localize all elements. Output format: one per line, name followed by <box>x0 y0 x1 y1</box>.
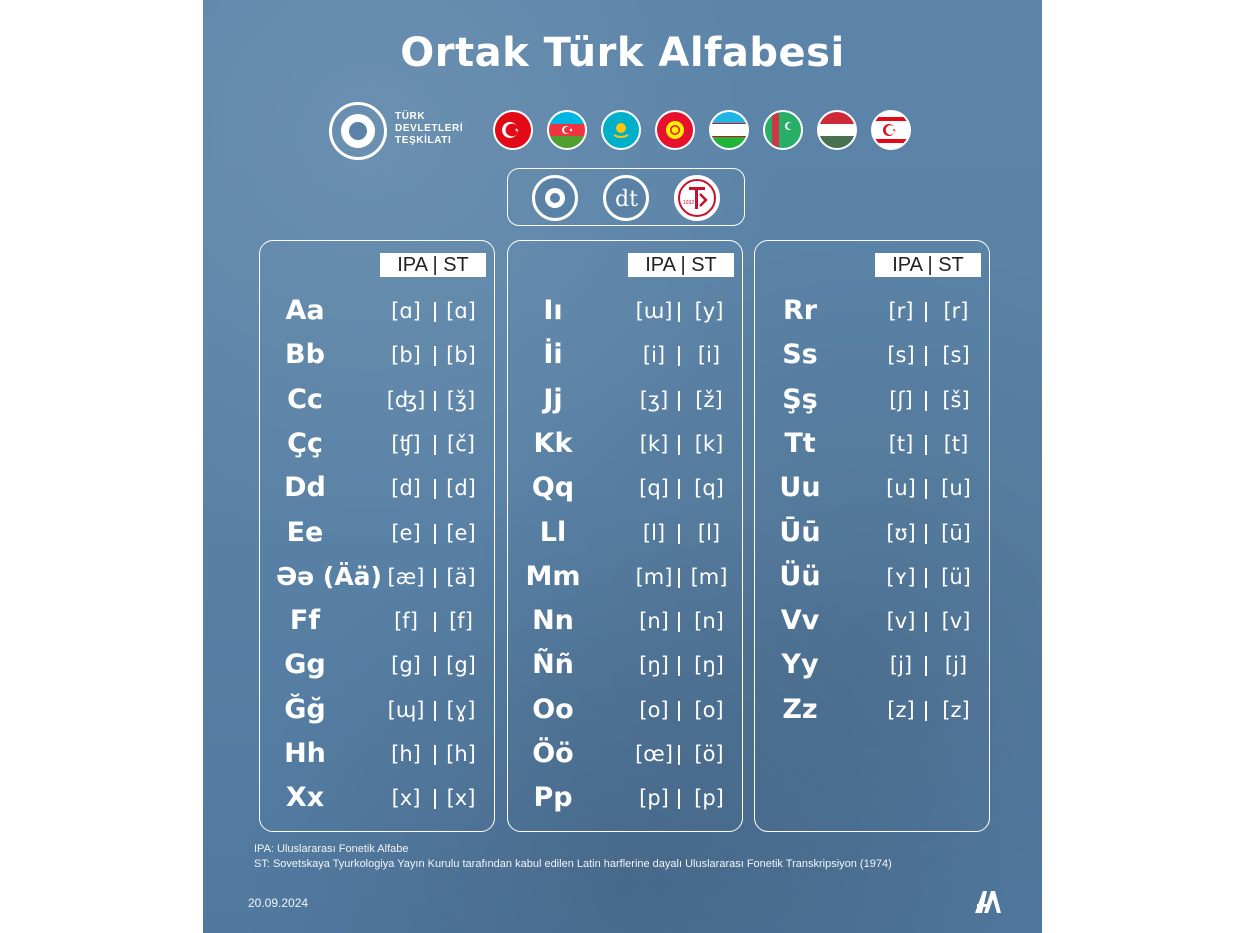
ipa-value: [t] <box>888 431 914 456</box>
letter: Əə (Ää) <box>276 561 382 591</box>
st-value: [x] <box>446 786 476 811</box>
st-value: [č] <box>447 431 475 456</box>
ipa-value: [ɑ] <box>391 299 421 323</box>
letter: Bb <box>285 339 325 371</box>
st-value: [u] <box>941 476 971 501</box>
separator <box>925 701 927 721</box>
alphabet-row <box>508 468 744 508</box>
letter: Gg <box>284 649 326 681</box>
ipa-value: [r] <box>888 299 914 323</box>
poster <box>203 0 1042 933</box>
ipa-header: IPA <box>397 254 427 276</box>
letter: Dd <box>284 472 326 504</box>
separator <box>925 612 927 632</box>
st-value: [z] <box>942 697 970 722</box>
separator <box>925 524 927 544</box>
ipa-value: [ʧ] <box>391 431 421 456</box>
publish-date: 20.09.2024 <box>248 896 309 910</box>
letter: Qq <box>531 472 575 504</box>
st-value: [q] <box>694 476 724 501</box>
separator <box>925 479 927 499</box>
turkey-flag-icon <box>493 110 533 150</box>
st-value: [ɑ] <box>446 299 476 323</box>
azerbaijan-flag-icon <box>547 110 587 150</box>
letter: Ff <box>289 605 321 637</box>
alphabet-row <box>755 291 991 331</box>
st-value: [g] <box>446 653 476 678</box>
alphabet-row <box>260 690 496 730</box>
letter: Şş <box>782 383 818 415</box>
alphabet-row <box>260 513 496 553</box>
separator <box>678 302 680 322</box>
separator <box>434 391 436 411</box>
alphabet-row <box>508 778 744 818</box>
st-value: [ž] <box>695 387 723 412</box>
separator <box>434 479 436 499</box>
alphabet-row <box>260 424 496 464</box>
letter: Ee <box>286 516 324 548</box>
ipa-value: [ʊ] <box>886 520 916 545</box>
st-value: [i] <box>697 343 721 368</box>
alphabet-row <box>260 335 496 375</box>
letter: Kk <box>533 427 573 459</box>
northern-cyprus-flag-icon <box>871 110 911 150</box>
separator <box>678 701 680 721</box>
ipa-value: [ʒ] <box>639 387 669 412</box>
st-value: [ɣ] <box>446 697 476 722</box>
org-name-line2: DEVLETLERİ <box>395 123 464 134</box>
ipa-footnote: IPA: Uluslararası Fonetik Alfabe <box>254 843 409 855</box>
ipa-value: [j] <box>889 653 913 678</box>
alphabet-row <box>755 468 991 508</box>
page-title: Ortak Türk Alfabesi <box>400 30 845 76</box>
letter: Ğğ <box>284 693 326 725</box>
separator <box>678 346 680 366</box>
ipa-value: [h] <box>391 742 421 766</box>
organization-emblem-icon <box>532 175 578 221</box>
alphabet-row <box>260 291 496 331</box>
st-footnote: ST: Sovetskaya Tyurkologiya Yayın Kurulu tarafından kabul edilen Latin harflerine dayalı Uluslararası Fonetik Transkripsiyon (1974) <box>254 858 892 870</box>
ipa-value: [e] <box>391 520 421 545</box>
ipa-value: [œ] <box>635 742 673 766</box>
st-value: [k] <box>694 431 724 456</box>
st-header: ST <box>691 254 717 276</box>
alphabet-row <box>260 601 496 641</box>
st-value: [l] <box>697 520 721 545</box>
ipa-value: [z] <box>887 697 915 722</box>
ipa-value: [d] <box>391 476 421 501</box>
st-value: [y] <box>694 299 724 323</box>
alphabet-row <box>508 513 744 553</box>
st-value: [š] <box>942 387 970 412</box>
hungary-flag-icon <box>817 110 857 150</box>
separator <box>678 391 680 411</box>
alphabet-row <box>755 424 991 464</box>
ipa-value: [b] <box>391 343 421 368</box>
letter: Öö <box>532 738 574 769</box>
header-separator: | <box>927 254 933 276</box>
column-header <box>380 253 486 277</box>
ipa-value: [q] <box>639 476 669 501</box>
separator <box>434 789 436 809</box>
letter: Nn <box>532 605 574 637</box>
separator <box>925 391 927 411</box>
dil-kurumu-logo-icon <box>603 175 649 221</box>
ipa-header: IPA <box>892 254 922 276</box>
letter: Ññ <box>532 649 574 681</box>
letter: Iı <box>543 295 563 326</box>
st-header: ST <box>443 254 469 276</box>
alphabet-column-3 <box>754 240 990 832</box>
alphabet-row <box>508 645 744 685</box>
ipa-value: [ŋ] <box>639 653 669 678</box>
st-value: [r] <box>943 299 969 323</box>
st-value: [ü] <box>941 564 971 589</box>
separator <box>678 745 680 765</box>
letter: Ss <box>782 339 818 371</box>
separator <box>925 568 927 588</box>
separator <box>678 435 680 455</box>
st-value: [ä] <box>446 564 476 589</box>
ipa-value: [ʏ] <box>886 564 916 589</box>
separator <box>678 789 680 809</box>
st-value: [b] <box>446 343 476 368</box>
alphabet-row <box>260 557 496 597</box>
ipa-value: [o] <box>639 697 669 722</box>
separator <box>434 568 436 588</box>
letter: Pp <box>533 782 573 814</box>
letter: İi <box>543 339 563 371</box>
separator <box>678 524 680 544</box>
separator <box>434 701 436 721</box>
alphabet-row <box>508 690 744 730</box>
alphabet-column-1 <box>259 240 495 832</box>
ipa-value: [æ] <box>387 564 425 589</box>
header-separator: | <box>680 254 686 276</box>
ipa-value: [ʃ] <box>889 387 913 412</box>
alphabet-row <box>508 557 744 597</box>
st-value: [ŋ] <box>694 653 724 678</box>
st-value: [o] <box>694 697 724 722</box>
alphabet-row <box>755 645 991 685</box>
st-value: [s] <box>942 343 970 368</box>
column-header <box>875 253 981 277</box>
separator <box>434 346 436 366</box>
separator <box>434 524 436 544</box>
tdk-year: 1932 <box>683 200 695 206</box>
alphabet-row <box>260 380 496 420</box>
organization-logo <box>329 102 499 162</box>
alphabet-row <box>260 645 496 685</box>
letter: Ll <box>539 516 567 548</box>
header-separator: | <box>432 254 438 276</box>
column-header <box>628 253 734 277</box>
ipa-value: [ʤ] <box>386 387 426 412</box>
st-value: [f] <box>449 609 473 634</box>
separator <box>925 435 927 455</box>
letter: Üü <box>779 560 821 592</box>
separator <box>925 302 927 322</box>
ipa-value: [u] <box>886 476 916 501</box>
st-value: [m] <box>690 564 728 589</box>
alphabet-row <box>260 778 496 818</box>
ipa-value: [f] <box>394 609 418 634</box>
ipa-value: [i] <box>642 343 666 368</box>
uzbekistan-flag-icon <box>709 110 749 150</box>
ipa-value: [g] <box>391 653 421 678</box>
turkmenistan-flag-icon <box>763 110 803 150</box>
alphabet-row <box>755 601 991 641</box>
ipa-value: [s] <box>887 343 915 368</box>
ipa-value: [v] <box>886 609 916 634</box>
separator <box>434 745 436 765</box>
st-value: [n] <box>694 609 724 634</box>
ipa-value: [n] <box>639 609 669 634</box>
ipa-value: [x] <box>391 786 421 811</box>
letter: Cc <box>287 383 323 415</box>
st-value: [v] <box>941 609 971 634</box>
separator <box>434 612 436 632</box>
alphabet-row <box>755 380 991 420</box>
svg-text:dt: dt <box>615 187 638 212</box>
letter: Aa <box>285 295 325 326</box>
st-value: [p] <box>694 786 724 811</box>
letter: Ūū <box>779 516 821 548</box>
alphabet-row <box>508 424 744 464</box>
letter: Vv <box>780 605 820 637</box>
st-value: [d] <box>446 476 476 501</box>
letter: Xx <box>285 782 325 814</box>
separator <box>925 656 927 676</box>
letter: Hh <box>284 738 326 769</box>
letter: Oo <box>532 693 574 725</box>
alphabet-column-2 <box>507 240 743 832</box>
organization-emblem-icon <box>329 102 387 160</box>
letter: Tt <box>784 427 816 459</box>
ipa-value: [p] <box>639 786 669 811</box>
letter: Çç <box>287 427 323 459</box>
alphabet-row <box>755 513 991 553</box>
alphabet-row <box>260 734 496 774</box>
letter: Yy <box>781 649 819 681</box>
st-value: [h] <box>446 742 476 766</box>
st-value: [e] <box>446 520 476 545</box>
st-value: [ū] <box>941 520 971 545</box>
ipa-value: [m] <box>635 564 673 589</box>
letter: Zz <box>782 693 818 725</box>
ipa-value: [k] <box>639 431 669 456</box>
letter: Uu <box>779 472 821 504</box>
alphabet-row <box>508 601 744 641</box>
st-value: [t] <box>943 431 969 456</box>
separator <box>678 612 680 632</box>
ipa-value: [l] <box>642 520 666 545</box>
alphabet-row <box>755 335 991 375</box>
kyrgyzstan-flag-icon <box>655 110 695 150</box>
separator <box>678 479 680 499</box>
separator <box>678 656 680 676</box>
ipa-value: [ɯ] <box>635 299 673 323</box>
kazakhstan-flag-icon <box>601 110 641 150</box>
institutions-box <box>507 168 745 226</box>
st-header: ST <box>938 254 964 276</box>
alphabet-row <box>508 734 744 774</box>
alphabet-row <box>508 380 744 420</box>
tdk-logo-icon <box>674 175 720 221</box>
st-value: [ö] <box>694 742 724 766</box>
separator <box>678 568 680 588</box>
aa-logo-icon <box>974 888 1002 914</box>
ipa-value: [ɰ] <box>387 697 425 722</box>
alphabet-row <box>260 468 496 508</box>
org-name-line1: TÜRK <box>395 111 426 122</box>
letter: Jj <box>543 383 563 415</box>
alphabet-row <box>508 291 744 331</box>
letter: Rr <box>782 295 818 326</box>
org-name-line3: TEŞKİLATI <box>395 135 452 146</box>
separator <box>434 435 436 455</box>
separator <box>925 346 927 366</box>
st-value: [j] <box>944 653 968 678</box>
separator <box>434 302 436 322</box>
alphabet-row <box>755 690 991 730</box>
ipa-header: IPA <box>645 254 675 276</box>
st-value: [ǯ] <box>446 387 476 412</box>
separator <box>434 656 436 676</box>
alphabet-row <box>755 557 991 597</box>
letter: Mm <box>525 560 581 592</box>
alphabet-row <box>508 335 744 375</box>
